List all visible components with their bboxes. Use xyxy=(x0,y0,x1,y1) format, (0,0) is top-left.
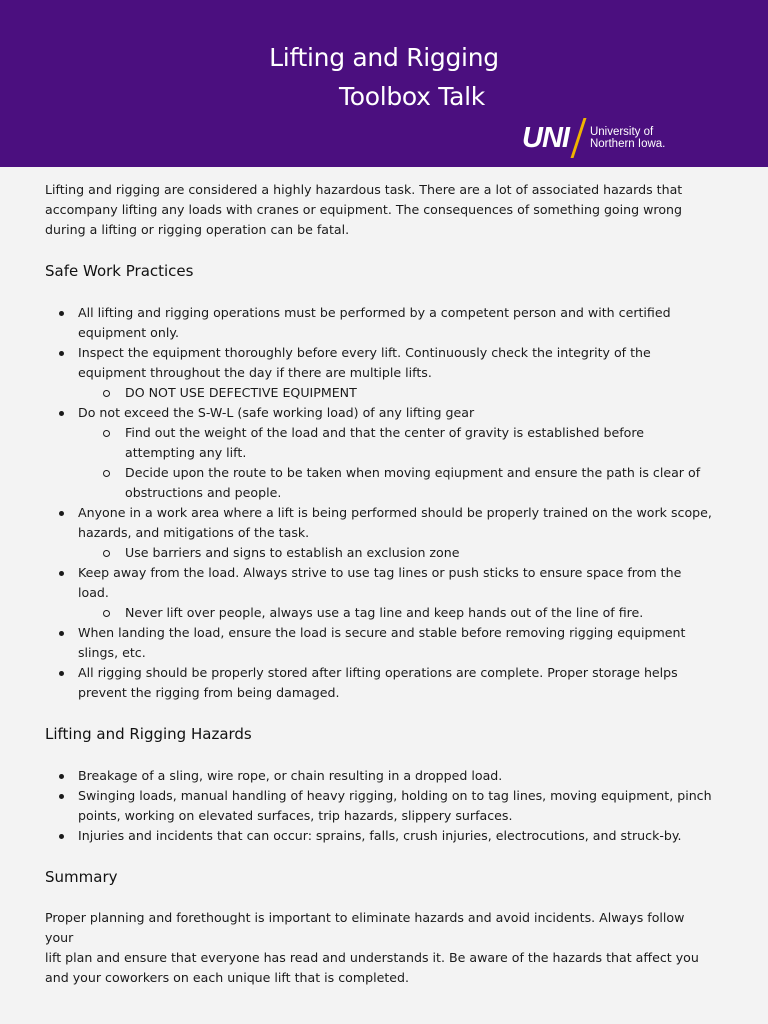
list-item-line: Never lift over people, always use a tag line and keep hands out of the line of fire. xyxy=(125,605,644,620)
title-line-1: Lifting and Rigging xyxy=(269,43,499,72)
list-item-line: Find out the weight of the load and that the center of gravity is established before xyxy=(125,425,644,440)
safe-work-list xyxy=(45,303,715,703)
logo-mark: UNI xyxy=(522,121,569,154)
summary-line-3: and your coworkers on each unique lift that is completed. xyxy=(45,970,410,985)
summary-line-2: lift plan and ensure that everyone has read and understands it. Be aware of the hazards that affect you xyxy=(45,950,699,965)
list-item-line: When landing the load, ensure the load is secure and stable before removing rigging equipment xyxy=(78,625,686,640)
list-item xyxy=(45,343,715,383)
list-item-line: Use barriers and signs to establish an exclusion zone xyxy=(125,545,460,560)
list-item-line: load. xyxy=(78,585,109,600)
logo-text-line-1: University of xyxy=(589,126,654,138)
list-item-line: slings, etc. xyxy=(78,645,146,660)
list-item xyxy=(45,826,715,846)
list-item-line: equipment only. xyxy=(78,325,180,340)
list-item-line: Breakage of a sling, wire rope, or chain resulting in a dropped load. xyxy=(78,768,503,783)
list-item-line: Swinging loads, manual handling of heavy rigging, holding on to tag lines, moving equipment, pinch xyxy=(78,788,712,803)
title-line-2: Toolbox Talk xyxy=(339,82,485,111)
page-header xyxy=(0,0,768,167)
list-item-line: All lifting and rigging operations must be performed by a competent person and with certified xyxy=(78,305,671,320)
list-item xyxy=(45,303,715,343)
list-item-line: prevent the rigging from being damaged. xyxy=(78,685,340,700)
list-item-line: hazards, and mitigations of the task. xyxy=(78,525,310,540)
list-item-line: Do not exceed the S-W-L (safe working load) of any lifting gear xyxy=(78,405,475,420)
list-item xyxy=(45,623,715,663)
logo-slash xyxy=(570,118,586,158)
list-item-line: All rigging should be properly stored after lifting operations are complete. Proper storage helps xyxy=(78,665,678,680)
intro-line-2: accompany lifting any loads with cranes or equipment. The consequences of something going wrong xyxy=(45,202,682,217)
uni-logo xyxy=(522,118,665,158)
summary-paragraph xyxy=(45,908,715,988)
section-heading-safe-work: Safe Work Practices xyxy=(45,262,194,280)
list-item-line: obstructions and people. xyxy=(125,485,282,500)
section-heading-summary: Summary xyxy=(45,868,118,886)
list-item-line: points, working on elevated surfaces, trip hazards, slippery surfaces. xyxy=(78,808,513,823)
list-item-line: Keep away from the load. Always strive to use tag lines or push sticks to ensure space from the xyxy=(78,565,682,580)
section-heading-hazards: Lifting and Rigging Hazards xyxy=(45,725,252,743)
sub-list-item xyxy=(45,463,715,503)
hazards-list xyxy=(45,766,715,846)
sub-list-item xyxy=(45,423,715,463)
list-item-line: Decide upon the route to be taken when moving eqiupment and ensure the path is clear of xyxy=(125,465,701,480)
page-title xyxy=(0,38,768,116)
list-item-line: equipment throughout the day if there are multiple lifts. xyxy=(78,365,432,380)
list-item xyxy=(45,563,715,603)
logo-text xyxy=(590,126,665,150)
intro-line-3: during a lifting or rigging operation can be fatal. xyxy=(45,222,350,237)
list-item xyxy=(45,663,715,703)
list-item xyxy=(45,786,715,826)
list-item xyxy=(45,403,715,423)
intro-line-1: Lifting and rigging are considered a highly hazardous task. There are a lot of associated hazards that xyxy=(45,182,683,197)
list-item-line: DO NOT USE DEFECTIVE EQUIPMENT xyxy=(125,385,357,400)
intro-paragraph xyxy=(45,180,715,240)
list-item-line: attempting any lift. xyxy=(125,445,247,460)
document-body xyxy=(45,180,715,988)
list-item xyxy=(45,766,715,786)
sub-list-item xyxy=(45,383,715,403)
list-item xyxy=(45,503,715,543)
list-item-line: Injuries and incidents that can occur: sprains, falls, crush injuries, electrocutions, and struck-by. xyxy=(78,828,682,843)
summary-line-1: Proper planning and forethought is important to eliminate hazards and avoid incidents. Always follow your xyxy=(45,910,685,945)
list-item-line: Anyone in a work area where a lift is being performed should be properly trained on the work scope, xyxy=(78,505,712,520)
list-item-line: Inspect the equipment thoroughly before every lift. Continuously check the integrity of the xyxy=(78,345,651,360)
logo-text-line-2: Northern Iowa. xyxy=(589,138,666,150)
sub-list-item xyxy=(45,543,715,563)
sub-list-item xyxy=(45,603,715,623)
